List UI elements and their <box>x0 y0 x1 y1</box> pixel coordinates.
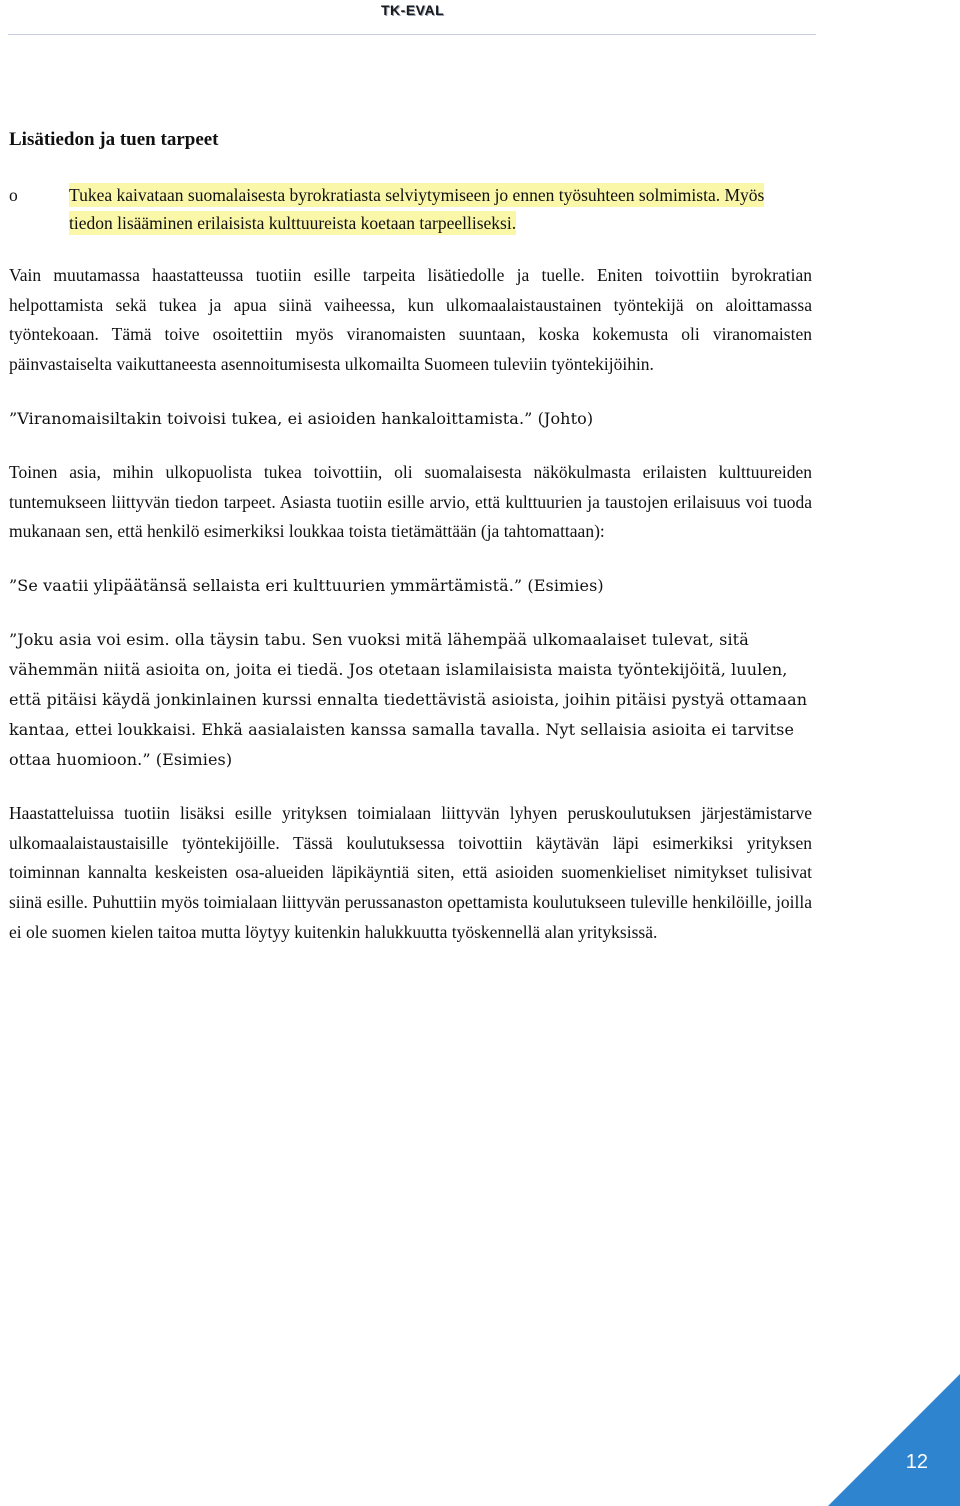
highlighted-bullet <box>9 181 812 237</box>
page-corner-triangle <box>828 1374 960 1506</box>
quote-3: ”Joku asia voi esim. olla täysin tabu. Sen vuoksi mitä lähempää ulkomaalaiset tulevat, sitä vähemmän niitä asioita on, joita ei tiedä. Jos otetaan islamilaisista maista työntekijöitä, luulen, että pitäisi käydä jonkinlainen kurssi ennalta tiedettävistä asioista, joihin pitäisi pystyä ottamaan kantaa, ettei loukkaisi. Ehkä aasialaisten kanssa samalla tavalla. Nyt sellaisia asioita ei tarvitse ottaa huomioon.” (Esimies) <box>9 629 808 769</box>
page-content <box>9 126 812 971</box>
paragraph-1: Vain muutamassa haastatteussa tuotiin esille tarpeita lisätiedolle ja tuelle. Eniten toivottiin byrokratian helpottamista sekä tukea ja apua siinä vaiheessa, kun ulkomaalaistaustainen työntekijä on aloittamassa työntekoaan. Tämä toive osoitettiin myös viranomaisten suuntaan, koska kokemusta oli viranomaisten päinvastaiselta vaikuttaneesta asennoitumisesta ulkomailta Suomeen tuleviin työntekijöihin. <box>9 265 812 375</box>
page-number: 12 <box>905 1451 928 1473</box>
header-divider <box>8 34 816 35</box>
highlighted-bullet-text: Tukea kaivataan suomalaisesta byrokratiasta selviytymiseen jo ennen työsuhteen solmimista. Myös tiedon lisääminen erilaisista kulttuureista koetaan tarpeelliseksi. <box>69 185 765 233</box>
paragraph-2: Toinen asia, mihin ulkopuolista tukea toivottiin, oli suomalaisesta näkökulmasta erilaisten kulttuureiden tuntemukseen liittyvän tiedon tarpeet. Asiasta tuotiin esille arvio, että kulttuurien ja taustojen erilaisuus voi tuoda mukanaan sen, että henkilö esimerkiksi loukkaa toista tietämättään (ja tahtomattaan): <box>9 461 812 542</box>
bullet-marker: o <box>9 185 18 205</box>
header-logo: TK-EVAL <box>381 2 445 18</box>
quote-1: ”Viranomaisiltakin toivoisi tukea, ei asioiden hankaloittamista.” (Johto) <box>9 408 594 428</box>
paragraph-3: Haastatteluissa tuotiin lisäksi esille yrityksen toimialaan liittyvän lyhyen peruskoulutuksen järjestämistarve ulkomaalaistaustaisille työntekijöille. Tässä koulutuksessa toivottiin käytävän läpi esimerkiksi yrityksen toiminnan kannalta keskeisten osa-alueiden läpikäyntiä siten, että asioiden suomenkieliset nimitykset tulisivat siinä esille. Puhuttiin myös toimialaan liittyvän perussanaston opettamista koulutukseen tuleville henkilöille, joilla ei ole suomen kielen taitoa mutta löytyy kuitenkin halukkuutta työskennellä alan yrityksissä. <box>9 802 812 942</box>
section-title: Lisätiedon ja tuen tarpeet <box>9 129 219 150</box>
quote-2: ”Se vaatii ylipäätänsä sellaista eri kulttuurien ymmärtämistä.” (Esimies) <box>9 575 604 595</box>
